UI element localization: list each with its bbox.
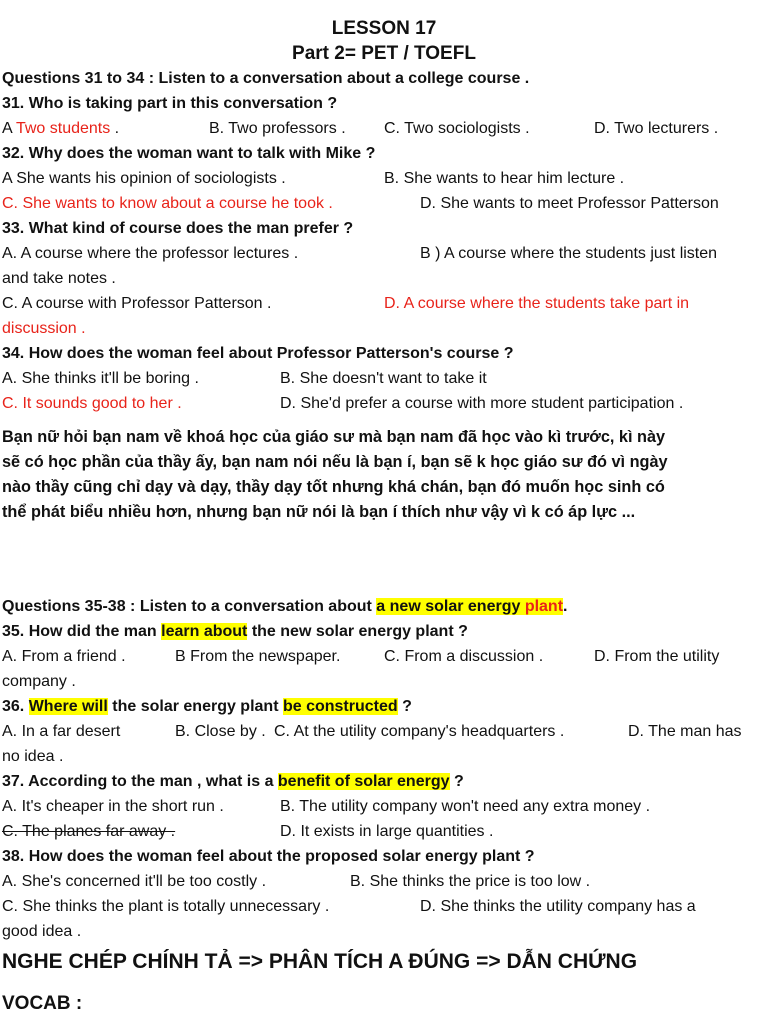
- summary-line: nào thầy cũng chỉ dạy và dạy, thầy dạy tốt nhưng khá chán, bạn đó muốn học sinh có: [2, 478, 665, 496]
- q33-option-b: B ) A course where the students just listen: [420, 245, 718, 262]
- q35-option-c: C. From a discussion .: [384, 648, 544, 665]
- q32-option-a: A She wants his opinion of sociologists .: [2, 170, 286, 187]
- q32-options-row2: [0, 191, 768, 216]
- q36-question: 36. Where will the solar energy plant be constructed ?: [2, 698, 412, 715]
- q32-option-b: B. She wants to hear him lecture .: [384, 170, 625, 187]
- q35-option-b: B From the newspaper.: [175, 648, 341, 665]
- vocab-heading: VOCAB :: [2, 993, 83, 1014]
- highlight: a new solar energy plant: [376, 598, 564, 615]
- q33-option-a: A. A course where the professor lectures .: [2, 245, 299, 262]
- q38-option-d: D. She thinks the utility company has a: [420, 898, 696, 915]
- q32-options-row1: [0, 166, 768, 191]
- q34-options-row1: [0, 366, 768, 391]
- q31-option-a: A Two students .: [2, 120, 120, 137]
- summary-line: sẽ có học phần của thầy ấy, bạn nam nói nếu là bạn í, bạn sẽ k học giáo sư đó vì ngày: [2, 453, 668, 471]
- highlight: Where will: [28, 698, 108, 715]
- q37-option-d: D. It exists in large quantities .: [280, 823, 494, 840]
- q34-question: 34. How does the woman feel about Professor Patterson's course ?: [2, 345, 514, 362]
- q36-option-d: D. The man has: [628, 723, 742, 740]
- q32-option-d: D. She wants to meet Professor Patterson: [420, 195, 719, 212]
- q31-options: [0, 116, 768, 141]
- q37-option-b: B. The utility company won't need any extra money .: [280, 798, 651, 815]
- q38-option-a: A. She's concerned it'll be too costly .: [2, 873, 267, 890]
- q31-option-c: C. Two sociologists .: [384, 120, 530, 137]
- q33-option-d-continued: discussion .: [2, 320, 86, 337]
- q34-option-b: B. She doesn't want to take it: [280, 370, 487, 387]
- q33-options-row2: [0, 291, 768, 316]
- q35-option-d: D. From the utility: [594, 648, 720, 665]
- q36-option-d-continued: no idea .: [2, 748, 64, 765]
- q38-options-row1: [0, 869, 768, 894]
- q36-options: [0, 719, 768, 744]
- q31-option-b: B. Two professors .: [209, 120, 346, 137]
- highlight: learn about: [161, 623, 248, 640]
- q34-options-row2: [0, 391, 768, 416]
- q33-option-d: D. A course where the students take part in: [384, 295, 690, 312]
- q32-option-c: C. She wants to know about a course he took .: [2, 195, 333, 212]
- q33-options-row1: [0, 241, 768, 266]
- summary-line: thể phát biểu nhiều hơn, nhưng bạn nữ nói là bạn í thích như vậy vì k có áp lực ...: [2, 503, 636, 521]
- q32-question: 32. Why does the woman want to talk with Mike ?: [2, 145, 376, 162]
- q34-option-c: C. It sounds good to her .: [2, 395, 182, 412]
- lesson-title: LESSON 17: [331, 18, 437, 39]
- q34-option-a: A. She thinks it'll be boring .: [2, 370, 199, 387]
- summary-line: Bạn nữ hỏi bạn nam về khoá học của giáo sư mà bạn nam đã học vào kì trước, kì này: [2, 428, 666, 446]
- q38-option-d-continued: good idea .: [2, 923, 82, 940]
- q34-option-d: D. She'd prefer a course with more student participation .: [280, 395, 684, 412]
- q35-option-a: A. From a friend .: [2, 648, 126, 665]
- q33-option-c: C. A course with Professor Patterson .: [2, 295, 272, 312]
- q33-option-b-continued: and take notes .: [2, 270, 116, 287]
- section1-intro: Questions 31 to 34 : Listen to a conversation about a college course .: [2, 70, 530, 87]
- q36-option-b: B. Close by .: [175, 723, 266, 740]
- q35-question: 35. How did the man learn about the new solar energy plant ?: [2, 623, 468, 640]
- highlight: be constructed: [282, 698, 398, 715]
- q31-option-d: D. Two lecturers .: [594, 120, 719, 137]
- section2-intro: Questions 35-38 : Listen to a conversation about a new solar energy plant.: [2, 598, 568, 615]
- q38-option-c: C. She thinks the plant is totally unnecessary .: [2, 898, 330, 915]
- q35-option-d-continued: company .: [2, 673, 76, 690]
- spacer: [0, 525, 768, 594]
- q37-options-row2: [0, 819, 768, 844]
- q37-options-row1: [0, 794, 768, 819]
- q35-options: [0, 644, 768, 669]
- q36-option-a: A. In a far desert: [2, 723, 121, 740]
- instruction-heading: NGHE CHÉP CHÍNH TẢ => PHÂN TÍCH A ĐÚNG => DẪN CHỨNG: [2, 950, 638, 973]
- q38-option-b: B. She thinks the price is too low .: [350, 873, 591, 890]
- part-title: Part 2= PET / TOEFL: [292, 43, 476, 64]
- q37-option-c: C. The planes far away .: [2, 823, 176, 840]
- highlight: benefit of solar energy: [277, 773, 450, 790]
- q37-option-a: A. It's cheaper in the short run .: [2, 798, 224, 815]
- q31-question: 31. Who is taking part in this conversation ?: [2, 95, 338, 112]
- q36-option-c: C. At the utility company's headquarters .: [274, 723, 565, 740]
- q33-question: 33. What kind of course does the man prefer ?: [2, 220, 354, 237]
- vietnamese-summary: [0, 425, 768, 525]
- q38-question: 38. How does the woman feel about the proposed solar energy plant ?: [2, 848, 535, 865]
- q31-answer-highlight: Two students: [15, 120, 111, 137]
- q37-question: 37. According to the man , what is a benefit of solar energy ?: [2, 773, 464, 790]
- q38-options-row2: [0, 894, 768, 919]
